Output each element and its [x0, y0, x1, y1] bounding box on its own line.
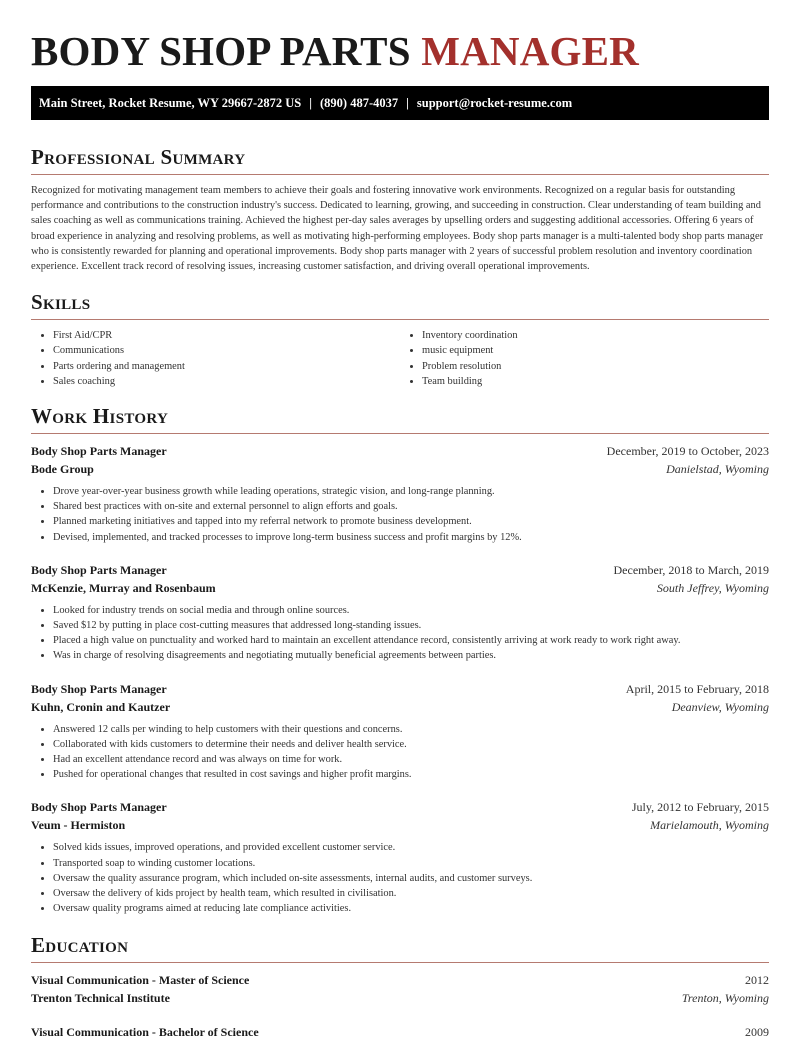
job-company: Veum - Hermiston [31, 818, 126, 833]
job-bullet: • Oversaw the delivery of kids project by health team, which resulted in civilisation. [53, 886, 769, 901]
job-entry [31, 442, 769, 545]
section-divider [31, 319, 769, 320]
job-bullet: • Drove year-over-year business growth while leading operations, strategic vision, and long-range planning. [53, 484, 769, 499]
skills-columns [31, 328, 769, 389]
skill-item: • Sales coaching [53, 374, 400, 389]
job-location: Danielstad, Wyoming [666, 462, 769, 477]
job-bullet: • Answered 12 calls per winding to help customers with their questions and concerns. [53, 722, 769, 737]
job-bullets [31, 603, 769, 664]
skills-list-left [31, 328, 400, 389]
job-location: South Jeffrey, Wyoming [656, 580, 769, 595]
skill-item: • Problem resolution [422, 359, 769, 374]
education-year: 2009 [745, 1025, 769, 1040]
resume-title [31, 28, 769, 74]
job-location: Deanview, Wyoming [671, 699, 769, 714]
job-dates: April, 2015 to February, 2018 [625, 681, 769, 696]
education-entry [31, 971, 769, 1007]
contact-phone: (890) 487-4037 [320, 95, 399, 110]
job-company: Bode Group [31, 462, 94, 477]
job-bullet: • Looked for industry trends on social media and through online sources. [53, 603, 769, 618]
job-company: Kuhn, Cronin and Kautzer [31, 699, 171, 714]
job-bullet: • Collaborated with kids customers to determine their needs and deliver health service. [53, 737, 769, 752]
job-entry [31, 561, 769, 664]
job-bullet: • Oversaw quality programs aimed at reducing late compliance activities. [53, 901, 769, 916]
job-dates: December, 2018 to March, 2019 [613, 562, 769, 577]
title-accent: MANAGER [421, 28, 639, 74]
work-heading: Work History [31, 404, 169, 429]
job-bullet: • Saved $12 by putting in place cost-cutting measures that addressed long-standing issues. [53, 618, 769, 633]
job-bullets [31, 722, 769, 783]
job-company: McKenzie, Murray and Rosenbaum [31, 580, 216, 595]
job-dates: July, 2012 to February, 2015 [631, 800, 769, 815]
skill-item: • First Aid/CPR [53, 328, 400, 343]
contact-email[interactable]: support@rocket-resume.com [416, 95, 573, 110]
job-bullet: • Oversaw the quality assurance program, which included on-site assessments, internal audits, and customer surveys. [53, 871, 769, 886]
section-divider [31, 962, 769, 963]
job-bullets [31, 840, 769, 916]
skill-item: • Parts ordering and management [53, 359, 400, 374]
job-role: Body Shop Parts Manager [31, 562, 167, 577]
education-degree: Visual Communication - Master of Science [31, 973, 250, 988]
job-bullet: • Pushed for operational changes that resulted in cost savings and higher profit margins. [53, 767, 769, 782]
job-role: Body Shop Parts Manager [31, 800, 167, 815]
skill-item: • Communications [53, 343, 400, 358]
summary-heading: Professional Summary [31, 145, 246, 169]
section-divider [31, 174, 769, 175]
education-entry [31, 1023, 769, 1041]
job-bullet: • Shared best practices with on-site and external personnel to align efforts and goals. [53, 499, 769, 514]
contact-address: Main Street, Rocket Resume, WY 29667-2872 US [39, 95, 302, 110]
title-main: BODY SHOP PARTS [31, 28, 411, 74]
job-role: Body Shop Parts Manager [31, 681, 167, 696]
job-bullet: • Devised, implemented, and tracked processes to improve long-term business success and profit margins by 12%. [53, 530, 769, 545]
skills-heading: Skills [31, 290, 91, 315]
job-location: Marielamouth, Wyoming [650, 818, 769, 833]
summary-section [31, 144, 769, 274]
job-role: Body Shop Parts Manager [31, 444, 167, 459]
job-entry [31, 798, 769, 916]
education-degree: Visual Communication - Bachelor of Science [31, 1025, 259, 1040]
summary-text: Recognized for motivating management team members to achieve their goals and fostering innovative work environments. Recognized on a regular basis for outstanding performance and contributions to the construction industry's success. Dedicated to learning, growing, and succeeding in construction. Clear understanding of team building and sales coaching as well as communications training. Achieved the highest per-day sales averages by upselling orders and suggesting additional accessories. Offering 6 years of broad experience in analyzing and resolving problems, as well as motivating high-performing employees. Body shop parts manager is a multi-talented body shop parts manager who is consistently rewarded for planning and operational improvements. Body shop parts manager with 2 years of successful problem resolution and inventory coordination experience. Excellent track record of resolving issues, increasing customer satisfaction, and driving overall operational improvements. [31, 185, 764, 273]
contact-separator: | [309, 95, 313, 110]
education-heading: Education [31, 933, 129, 958]
skills-section [31, 289, 769, 389]
contact-bar [31, 86, 769, 120]
skill-item: • Inventory coordination [422, 328, 769, 343]
education-school: Trenton Technical Institute [31, 991, 170, 1006]
job-bullets [31, 484, 769, 545]
skill-item: • Team building [422, 374, 769, 389]
work-section [31, 403, 769, 916]
education-section [31, 932, 769, 1041]
job-bullet: • Transported soap to winding customer locations. [53, 856, 769, 871]
job-bullet: • Planned marketing initiatives and tapped into my referral network to promote business development. [53, 514, 769, 529]
contact-separator: | [406, 95, 409, 110]
skills-list-right [400, 328, 769, 389]
job-entry [31, 680, 769, 783]
skill-item: • music equipment [422, 343, 769, 358]
job-bullet: • Had an excellent attendance record and was always on time for work. [53, 752, 769, 767]
education-location: Trenton, Wyoming [681, 991, 769, 1006]
job-dates: December, 2019 to October, 2023 [606, 444, 769, 459]
job-bullet: • Was in charge of resolving disagreements and negotiating mutually beneficial agreements between parties. [53, 648, 769, 663]
job-bullet: • Solved kids issues, improved operations, and provided excellent customer service. [53, 840, 769, 855]
education-year: 2012 [745, 973, 769, 988]
job-bullet: • Placed a high value on punctuality and worked hard to maintain an excellent attendance record, consistently arriving at work ready to work right away. [53, 633, 769, 648]
section-divider [31, 433, 769, 434]
